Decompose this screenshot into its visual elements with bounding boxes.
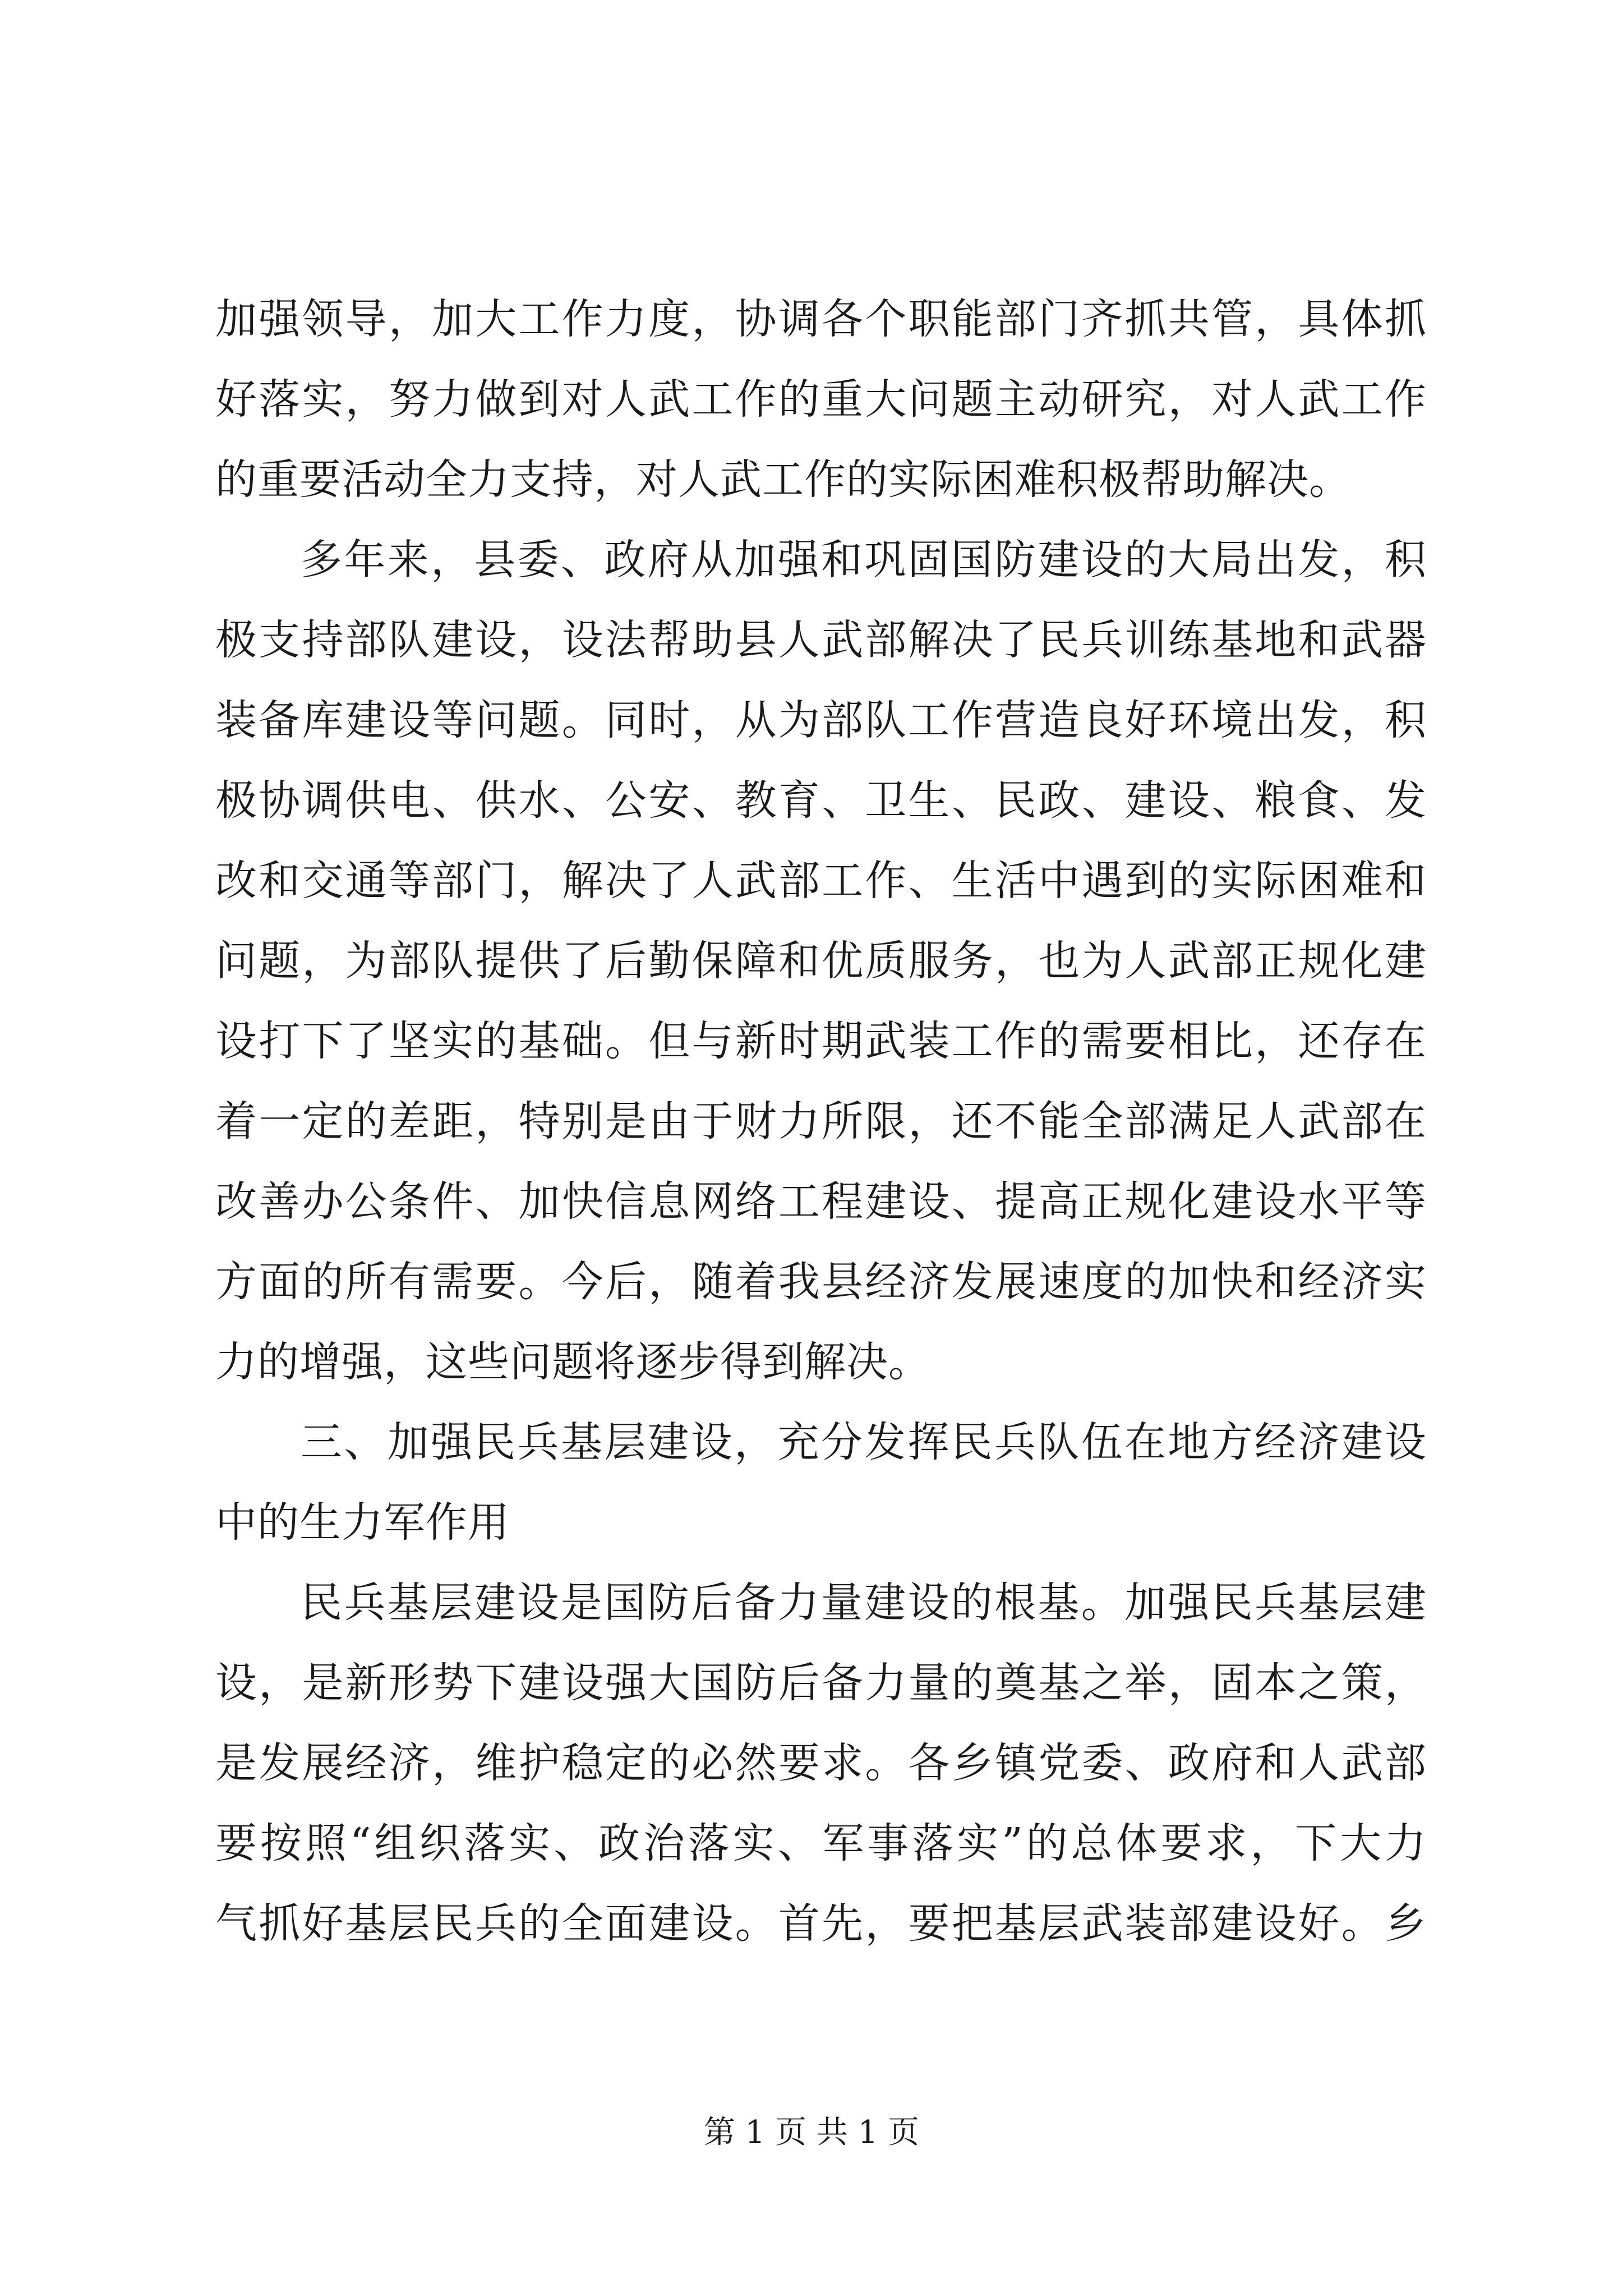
text-line: 是发展经济，维护稳定的必然要求。各乡镇党委、政府和人武部 [215,1739,1427,1787]
text-line: 要按照“组织落实、政治落实、军事落实”的总体要求，下大力 [215,1819,1427,1867]
text-line: 加强领导，加大工作力度，协调各个职能部门齐抓共管，具体抓 [215,295,1427,343]
text-line: 着一定的差距，特别是由于财力所限，还不能全部满足人武部在 [215,1097,1427,1145]
text-line: 改和交通等部门，解决了人武部工作、生活中遇到的实际困难和 [215,857,1427,905]
text-line: 民兵基层建设是国防后备力量建设的根基。加强民兵基层建 [301,1579,1427,1627]
document-body [215,279,1427,1964]
section-heading-line: 三、加强民兵基层建设，充分发挥民兵队伍在地方经济建设 [301,1418,1427,1466]
text-line: 多年来，县委、政府从加强和巩固国防建设的大局出发，积 [301,536,1427,584]
text-line: 好落实，努力做到对人武工作的重大问题主动研究，对人武工作 [215,375,1427,424]
text-line: 方面的所有需要。今后，随着我县经济发展速度的加快和经济实 [215,1258,1427,1306]
text-line: 装备库建设等问题。同时，从为部队工作营造良好环境出发，积 [215,696,1427,744]
text-line: 设，是新形势下建设强大国防后备力量的奠基之举，固本之策， [215,1659,1427,1707]
text-line: 气抓好基层民兵的全面建设。首先，要把基层武装部建设好。乡 [215,1899,1427,1948]
text-line: 的重要活动全力支持，对人武工作的实际困难积极帮助解决。 [215,455,1351,504]
text-line: 极协调供电、供水、公安、教育、卫生、民政、建设、粮食、发 [215,776,1427,825]
section-heading-line: 中的生力军作用 [215,1498,510,1547]
text-line: 力的增强，这些问题将逐步得到解决。 [215,1338,930,1386]
text-line: 设打下了坚实的基础。但与新时期武装工作的需要相比，还存在 [215,1017,1427,1065]
text-line: 改善办公条件、加快信息网络工程建设、提高正规化建设水平等 [215,1177,1427,1226]
page-number-footer: 第 1 页 共 1 页 [703,2114,920,2151]
text-line: 问题，为部队提供了后勤保障和优质服务，也为人武部正规化建 [215,937,1427,985]
text-line: 极支持部队建设，设法帮助县人武部解决了民兵训练基地和武器 [215,616,1427,664]
